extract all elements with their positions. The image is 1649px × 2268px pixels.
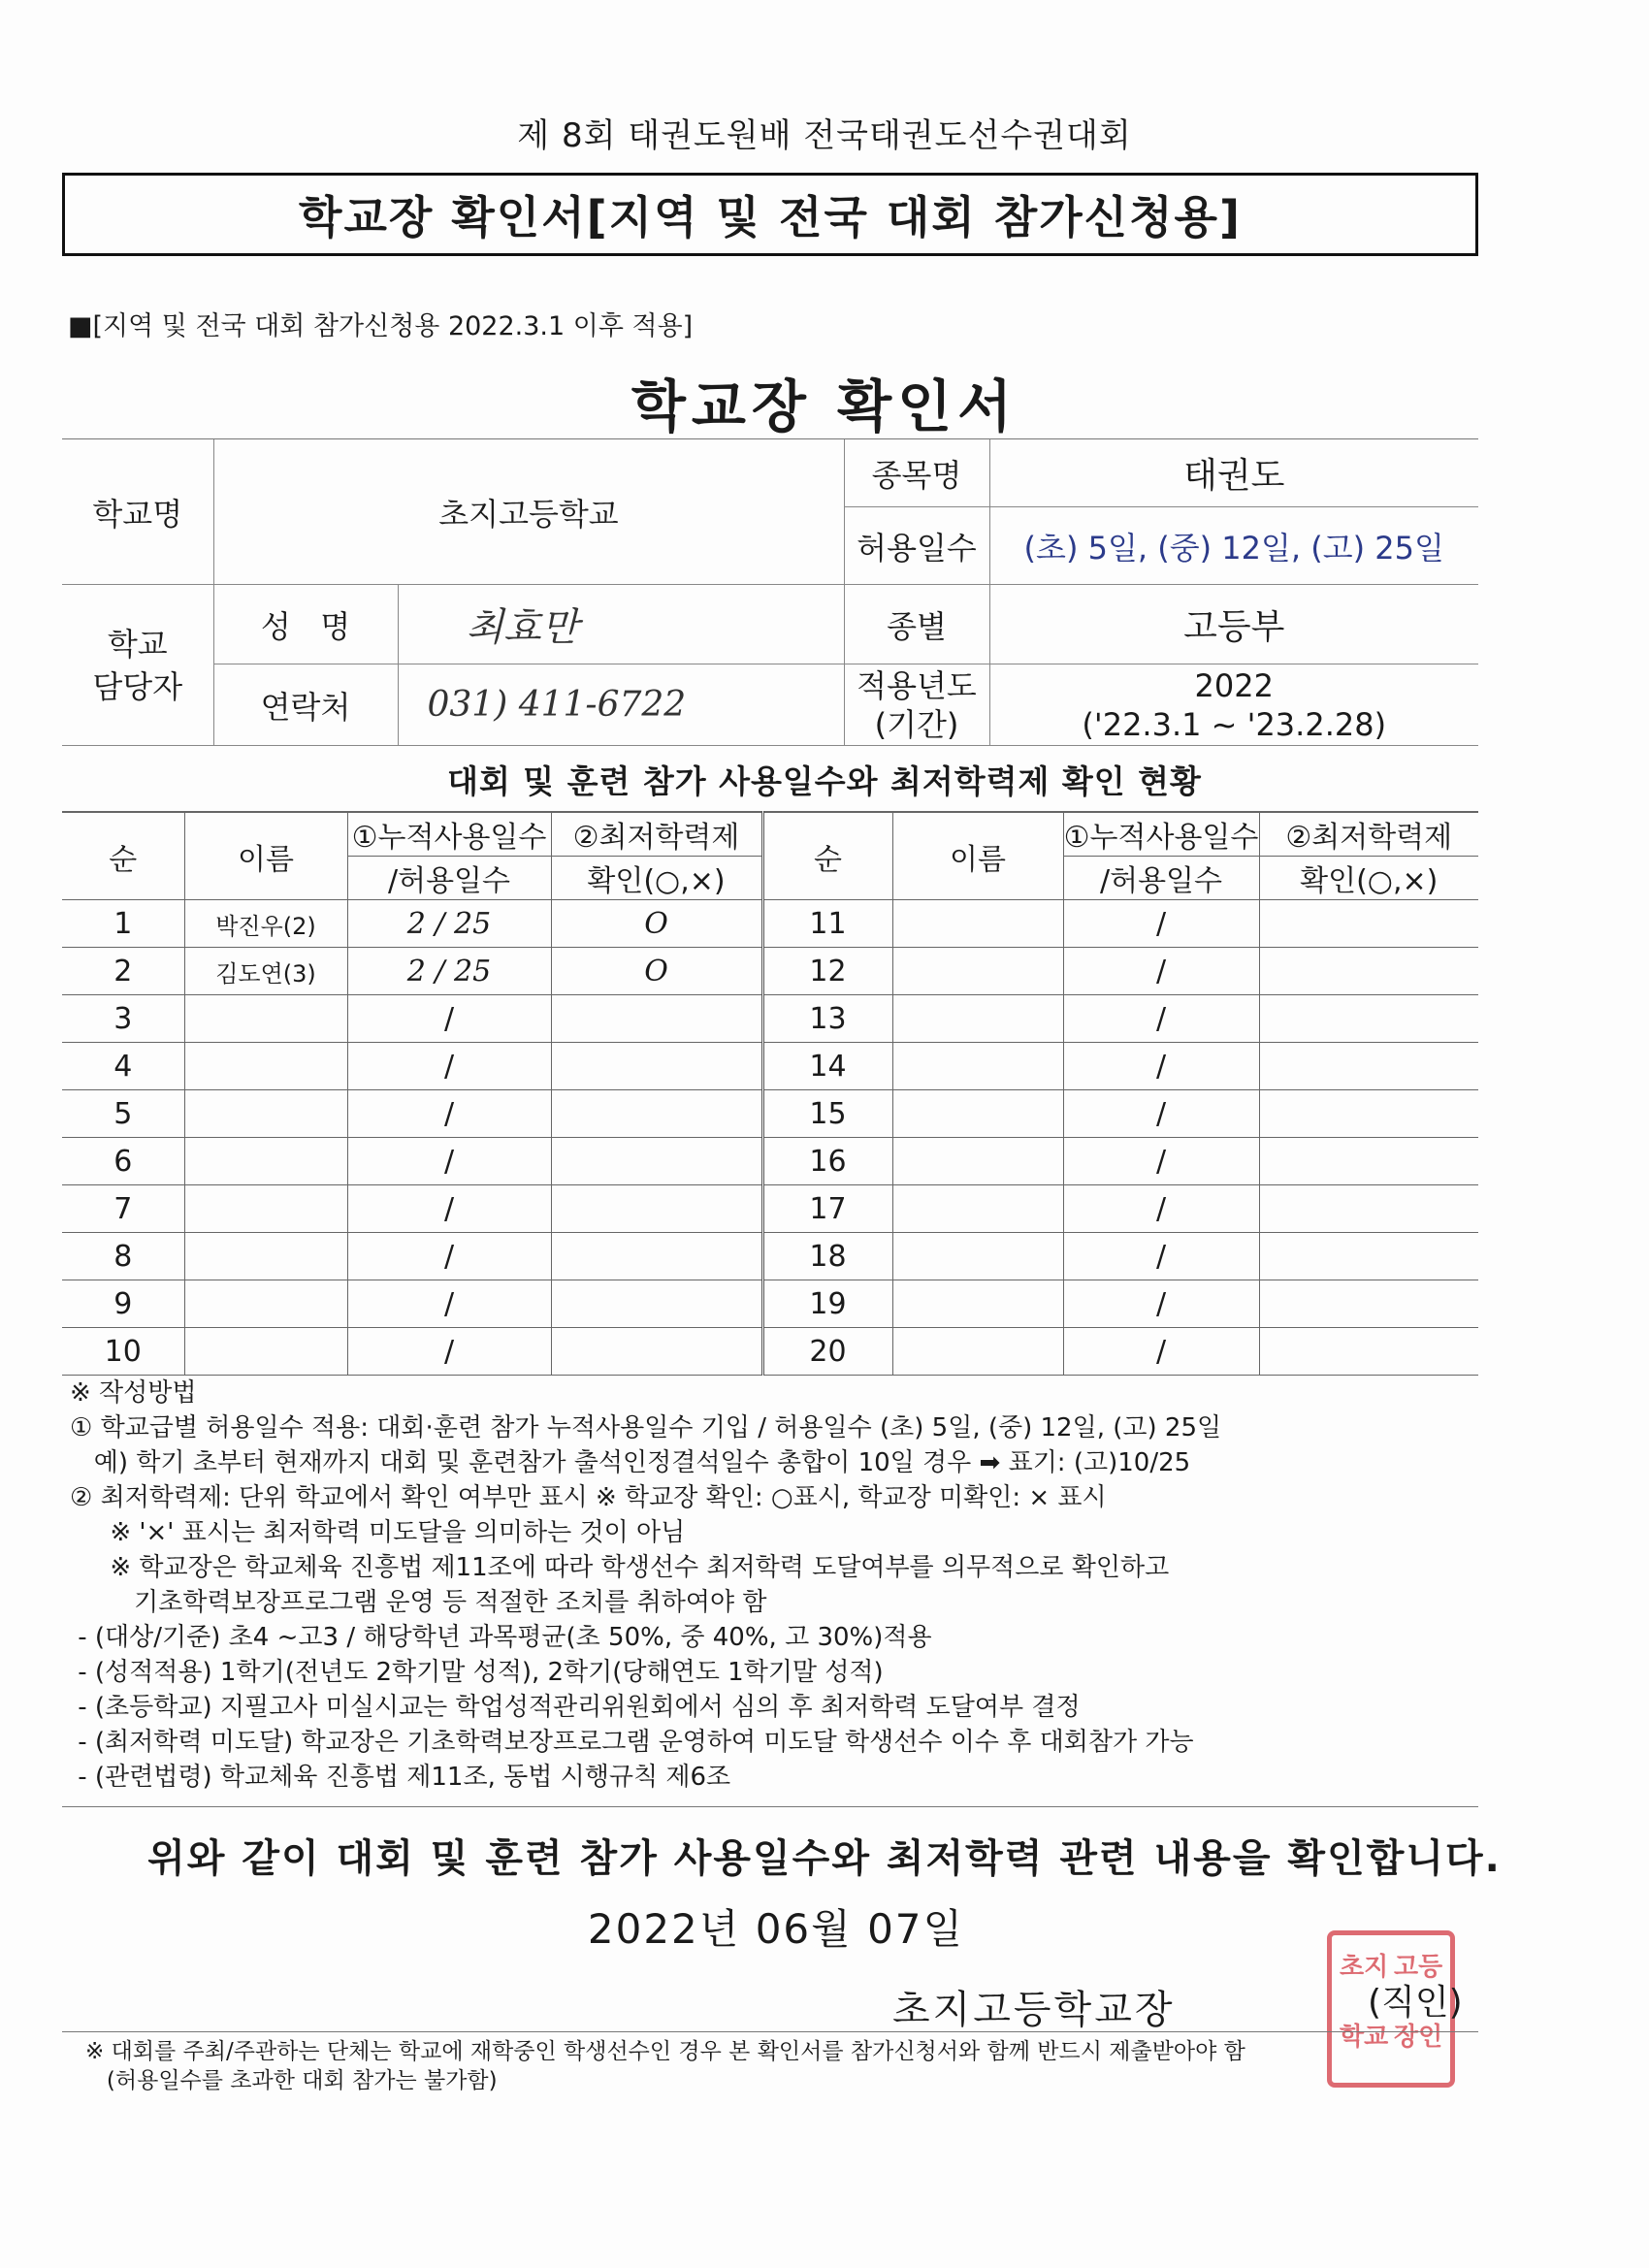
allowed-label: 허용일수 [844,507,989,585]
student-name [892,900,1063,948]
header-check-right: ②최저학력제 [1259,812,1478,857]
year-value: 2022 [1194,666,1274,704]
confirm-text: 위와 같이 대회 및 훈련 참가 사용일수와 최저학력 관련 내용을 확인합니다. [147,1836,1502,1881]
header-check-left-2: 확인(○,×) [551,857,762,900]
used-days: 2 / 25 [347,900,551,948]
principal-text: 초지고등학교장 [892,1988,1176,2032]
min-academic-check [1259,1138,1478,1185]
divider [62,1806,1478,1807]
footer-line-2: (허용일수를 초과한 대회 참가는 불가함) [85,2068,498,2093]
used-days: / [347,1280,551,1328]
used-days: / [1063,1138,1259,1185]
student-name [184,1280,347,1328]
student-name [892,1233,1063,1280]
row-number: 18 [762,1233,892,1280]
phone-value: 031) 411-6722 [398,664,844,746]
min-academic-check [551,1185,762,1233]
row-number: 20 [762,1328,892,1376]
date-text: 2022년 06월 07일 [587,1905,965,1953]
header-check-right-2: 확인(○,×) [1259,857,1478,900]
used-days: / [1063,1185,1259,1233]
min-academic-check [1259,1233,1478,1280]
name-label: 성 명 [213,585,398,664]
min-academic-check [1259,1043,1478,1090]
min-academic-check [1259,1090,1478,1138]
year-label: 적용년도 (기간) [844,664,989,746]
table-row [62,1185,1478,1233]
student-name [892,1090,1063,1138]
header-check-left: ②최저학력제 [551,812,762,857]
min-academic-check [1259,900,1478,948]
min-academic-check [551,1328,762,1376]
seal-char-4: 장인 [1394,2023,1443,2052]
row-number: 2 [62,948,184,995]
student-name [892,1280,1063,1328]
table-row [62,1043,1478,1090]
note-line: 기초학력보장프로그램 운영 등 적절한 조치를 취하여야 함 [70,1588,767,1617]
note-line: 예) 학기 초부터 현재까지 대회 및 훈련참가 출석인정결석일수 총합이 10일 경우 ➡ 표기: (고)10/25 [70,1448,1191,1477]
row-number: 6 [62,1138,184,1185]
table-row [62,1138,1478,1185]
table-row [62,1328,1478,1376]
used-days: / [1063,1090,1259,1138]
student-name: 김도연(3) [184,948,347,995]
row-number: 11 [762,900,892,948]
row-number: 5 [62,1090,184,1138]
info-table [62,438,1478,746]
header-days-right: ①누적사용일수 [1063,812,1259,857]
row-number: 13 [762,995,892,1043]
school-label: 학교명 [62,439,213,585]
footer-divider [62,2031,1478,2032]
note-line: - (대상/기준) 초4 ~고3 / 해당학년 과목평균(초 50%, 중 40%, 고 30%)적용 [70,1623,932,1652]
note-line: ② 최저학력제: 단위 학교에서 확인 여부만 표시 ※ 학교장 확인: ○표시, 학교장 미확인: × 표시 [70,1483,1107,1512]
row-number: 10 [62,1328,184,1376]
used-days: / [1063,948,1259,995]
header-days-right-2: /허용일수 [1063,857,1259,900]
header-days-left-2: /허용일수 [347,857,551,900]
phone-label: 연락처 [213,664,398,746]
note-line: ① 학교급별 허용일수 적용: 대회·훈련 참가 누적사용일수 기입 / 허용일수 (초) 5일, (중) 12일, (고) 25일 [70,1413,1222,1442]
min-academic-check [551,1280,762,1328]
table-row [62,995,1478,1043]
min-academic-check [551,1090,762,1138]
applied-note: ■[지역 및 전국 대회 참가신청용 2022.3.1 이후 적용] [68,311,694,341]
student-name [892,1328,1063,1376]
seal-char-2: 고등 [1394,1953,1443,1982]
header-no-left: 순 [62,812,184,900]
competition-title: 제 8회 태권도원배 전국태권도선수권대회 [517,116,1132,155]
name-value: 최효만 [398,585,844,664]
table-row [62,1233,1478,1280]
student-name [184,1043,347,1090]
row-number: 8 [62,1233,184,1280]
min-academic-check [1259,1280,1478,1328]
used-days: / [347,1090,551,1138]
min-academic-check [1259,995,1478,1043]
seal-char-1: 초지 [1340,1953,1389,1982]
min-academic-check: O [551,948,762,995]
table-row [62,1090,1478,1138]
school-value: 초지고등학교 [213,439,844,585]
used-days: / [347,1138,551,1185]
used-days: / [1063,995,1259,1043]
row-number: 15 [762,1090,892,1138]
allowed-value: (초) 5일, (중) 12일, (고) 25일 [989,507,1478,585]
row-number: 17 [762,1185,892,1233]
header-name-left: 이름 [184,812,347,900]
note-line: - (성적적용) 1학기(전년도 2학기말 성적), 2학기(당해연도 1학기말 성적) [70,1658,884,1687]
used-days: / [1063,900,1259,948]
row-number: 12 [762,948,892,995]
period-value: ('22.3.1 ~ '23.2.28) [1082,705,1387,743]
used-days: / [347,1233,551,1280]
min-academic-check [1259,1328,1478,1376]
student-name [184,1138,347,1185]
row-number: 7 [62,1185,184,1233]
row-number: 4 [62,1043,184,1090]
row-number: 9 [62,1280,184,1328]
sport-label: 종목명 [844,439,989,507]
contact-person-label: 학교 담당자 [62,585,213,746]
note-line: - (초등학교) 지필고사 미실시교는 학업성적관리위원회에서 심의 후 최저학력 도달여부 결정 [70,1693,1081,1722]
used-days: / [347,995,551,1043]
grid-body [62,900,1478,1376]
status-title: 대회 및 훈련 참가 사용일수와 최저학력제 확인 현황 [447,762,1202,800]
footer-note [85,2037,1482,2095]
header-no-right: 순 [762,812,892,900]
note-line: ※ 작성방법 [70,1378,197,1408]
year-cell [989,664,1478,746]
used-days: / [347,1185,551,1233]
footer-line-1: ※ 대회를 주최/주관하는 단체는 학교에 재학중인 학생선수인 경우 본 확인서를 참가신청서와 함께 반드시 제출받아야 함 [85,2039,1245,2064]
status-grid [62,811,1478,1376]
row-number: 16 [762,1138,892,1185]
table-row [62,948,1478,995]
used-days: / [1063,1043,1259,1090]
table-row [62,900,1478,948]
division-label: 종별 [844,585,989,664]
used-days: 2 / 25 [347,948,551,995]
min-academic-check [1259,1185,1478,1233]
note-line: ※ 학교장은 학교체육 진흥법 제11조에 따라 학생선수 최저학력 도달여부를 의무적으로 확인하고 [70,1553,1170,1582]
min-academic-check: O [551,900,762,948]
note-line: - (최저학력 미도달) 학교장은 기초학력보장프로그램 운영하여 미도달 학생선수 이수 후 대회참가 가능 [70,1728,1194,1757]
row-number: 19 [762,1280,892,1328]
min-academic-check [1259,948,1478,995]
min-academic-check [551,1233,762,1280]
used-days: / [1063,1328,1259,1376]
main-title: 학교장 확인서 [630,373,1018,439]
min-academic-check [551,1138,762,1185]
notes [70,1376,1505,1795]
used-days: / [1063,1233,1259,1280]
student-name [184,1185,347,1233]
student-name [184,1233,347,1280]
used-days: / [1063,1280,1259,1328]
seal-label: (직인) [1368,1983,1463,2023]
division-value: 고등부 [989,585,1478,664]
header-days-left: ①누적사용일수 [347,812,551,857]
row-number: 14 [762,1043,892,1090]
used-days: / [347,1043,551,1090]
student-name [184,1090,347,1138]
student-name [892,1185,1063,1233]
student-name [892,1043,1063,1090]
sport-value: 태권도 [989,439,1478,507]
table-row [62,1280,1478,1328]
form-title: 학교장 확인서[지역 및 전국 대회 참가신청용] [62,173,1478,256]
student-name [184,995,347,1043]
min-academic-check [551,995,762,1043]
row-number: 3 [62,995,184,1043]
student-name [892,1138,1063,1185]
student-name [184,1328,347,1376]
note-line: - (관련법령) 학교체육 진흥법 제11조, 동법 시행규칙 제6조 [70,1763,731,1792]
used-days: / [347,1328,551,1376]
note-line: ※ '×' 표시는 최저학력 미도달을 의미하는 것이 아님 [70,1518,686,1547]
student-name [892,995,1063,1043]
row-number: 1 [62,900,184,948]
header-name-right: 이름 [892,812,1063,900]
student-name: 박진우(2) [184,900,347,948]
student-name [892,948,1063,995]
seal-char-3: 학교 [1340,2023,1389,2052]
min-academic-check [551,1043,762,1090]
